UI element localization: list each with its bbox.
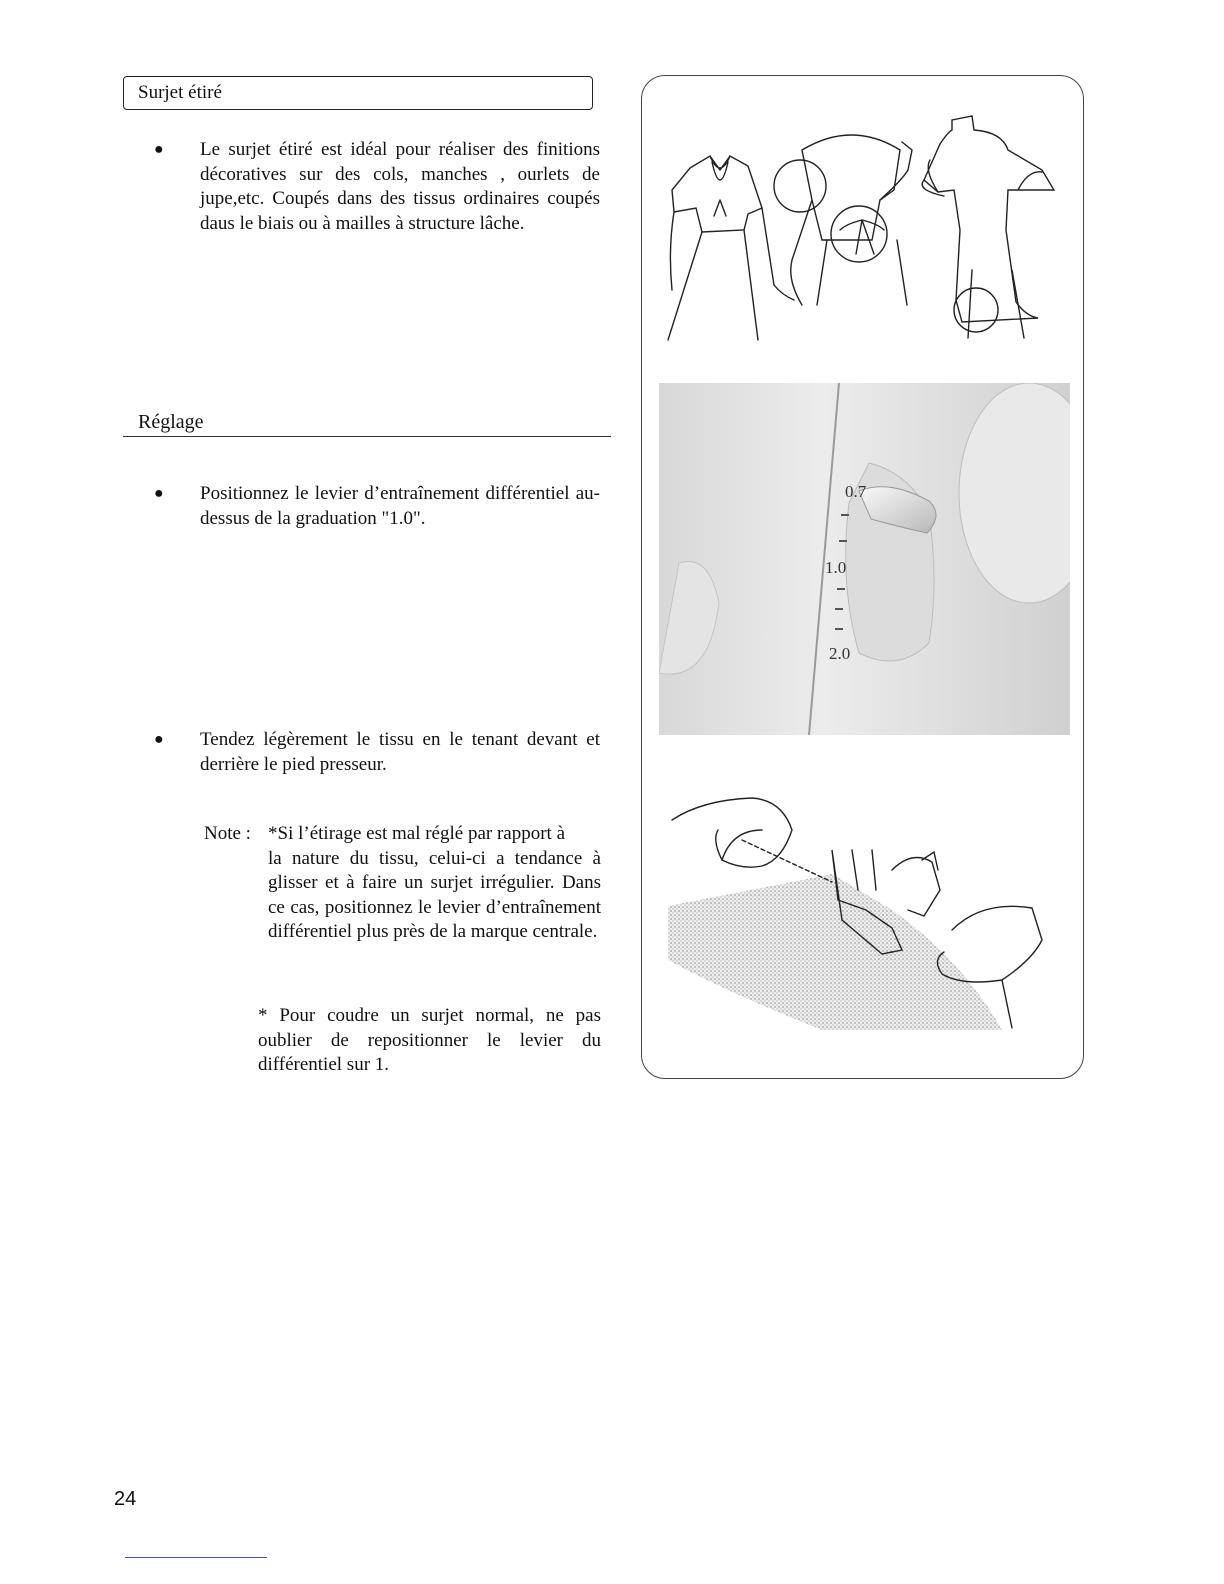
garments-illustration: [662, 110, 1062, 342]
dial-label-07: 0.7: [845, 482, 867, 501]
settings-heading: Réglage: [123, 410, 611, 437]
bullet-icon: ●: [154, 141, 164, 158]
footer-rule: [125, 1557, 267, 1558]
note-normal-overlock: * Pour coudre un surjet normal, ne pas oublier de repositionner le levier du différentiel sur 1.: [258, 1005, 601, 1075]
intro-text: Le surjet étiré est idéal pour réaliser des finitions décoratives sur des cols, manches , ourlets de jupe,etc. Coupés dans des tissus ordinaires coupés daus le biais ou à mailles à structure lâche.: [200, 139, 600, 234]
page-title: Surjet étiré: [138, 82, 222, 103]
note-first-line: *Si l’étirage est mal réglé par rapport à: [268, 823, 566, 844]
bullet-icon: ●: [154, 731, 164, 748]
section-title-box: [123, 76, 593, 110]
dial-label-20: 2.0: [829, 644, 851, 663]
step-stretch-text: Tendez légèrement le tissu en le tenant devant et derrière le pied presseur.: [200, 729, 600, 775]
page-number: 24: [114, 1488, 137, 1510]
note-rest: la nature du tissu, celui-ci a tendance à glisser et à faire un surjet irrégulier. Dans ce cas, positionnez le levier d’entraînement différentiel plus près de la marque centrale.: [268, 847, 601, 942]
bullet-icon: ●: [154, 485, 164, 502]
sewing-hands-illustration: [662, 790, 1062, 1040]
note-label: Note :: [204, 823, 251, 844]
step-lever-text: Positionnez le levier d’entraînement différentiel au-dessus de la graduation "1.0".: [200, 483, 600, 529]
step-lever: [154, 482, 600, 531]
note-text: [268, 822, 601, 945]
step-stretch: [154, 728, 600, 777]
dial-label-10: 1.0: [825, 558, 847, 577]
intro-paragraph: [154, 138, 600, 236]
differential-lever-photo: [659, 383, 1070, 735]
